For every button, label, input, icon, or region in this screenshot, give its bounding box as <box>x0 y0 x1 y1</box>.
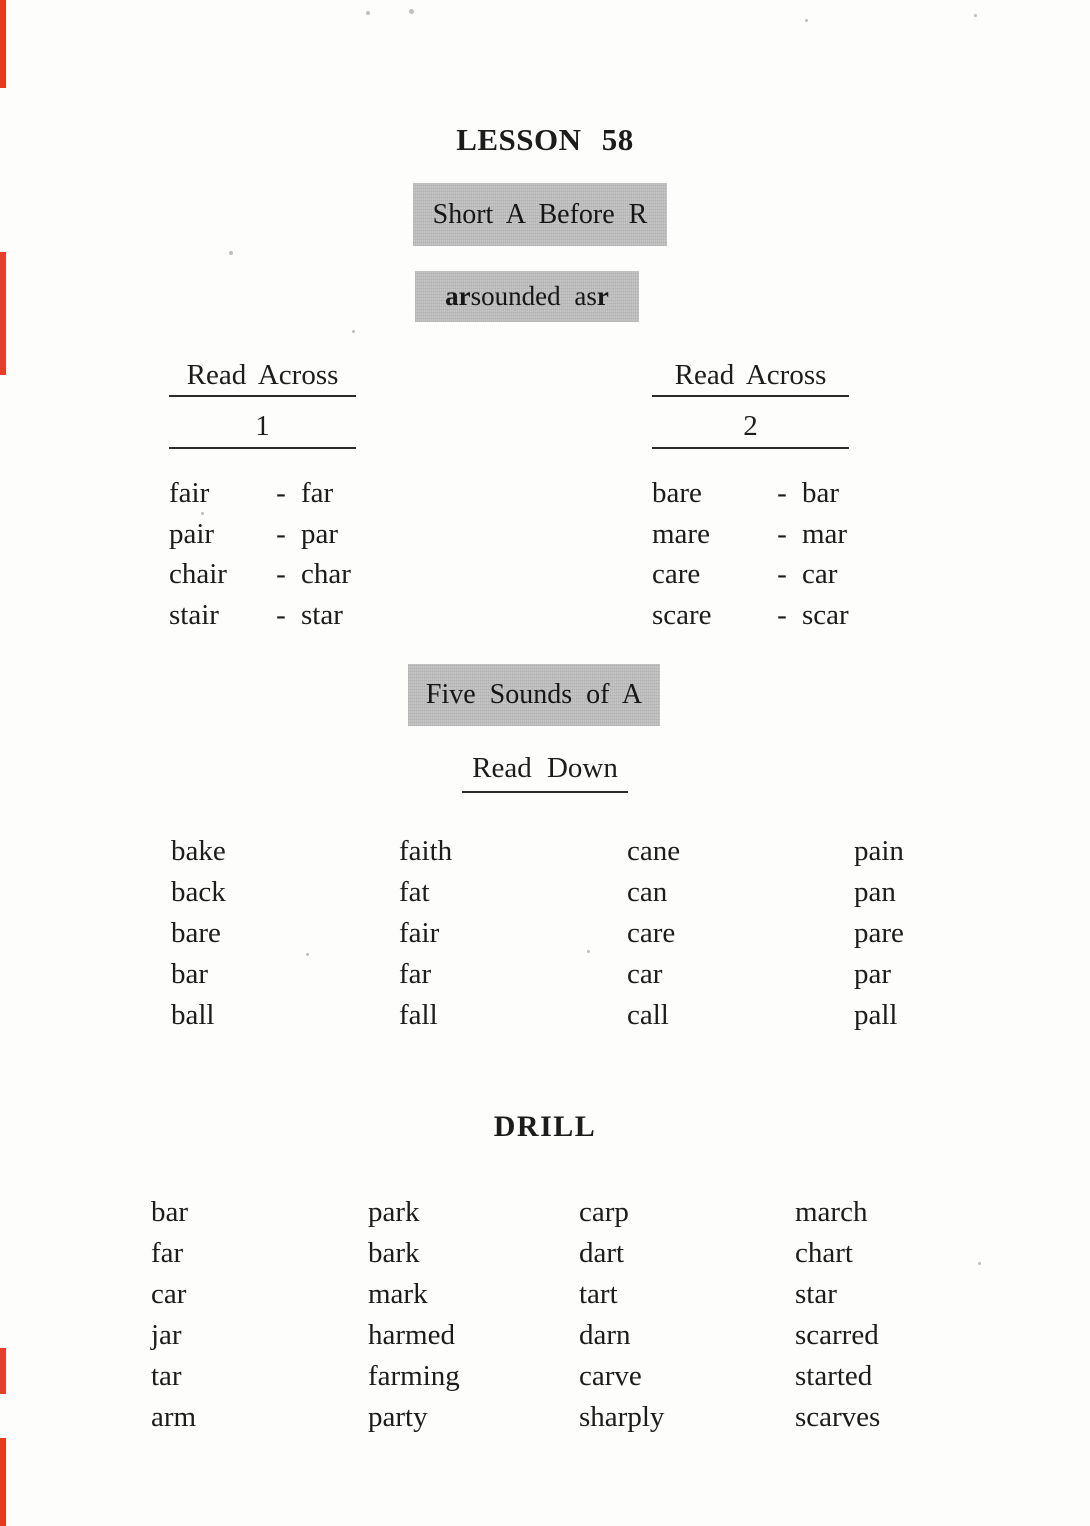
word-right: car <box>802 558 838 590</box>
read-across-pairs-1 <box>169 473 356 635</box>
read-down-label: Read Down <box>462 752 628 793</box>
read-down-grid <box>171 831 945 1036</box>
scan-speck <box>974 14 977 17</box>
drill-word: star <box>795 1278 837 1310</box>
word-left: scare <box>652 598 712 631</box>
read-down-word: pan <box>854 876 896 908</box>
drill-word: chart <box>795 1237 853 1269</box>
scan-red-bar <box>0 1348 6 1394</box>
heading-ar-sounded-as-r <box>415 271 639 322</box>
drill-word: started <box>795 1360 873 1392</box>
lesson-title: LESSON 58 <box>456 122 634 157</box>
read-down-word: can <box>627 876 668 908</box>
heading-five-sounds-of-a <box>408 664 660 726</box>
dash: - <box>276 558 286 590</box>
five-sounds-label: Five Sounds of A <box>425 679 643 710</box>
drill-word: jar <box>151 1319 182 1351</box>
read-across-title-1: Read Across <box>169 357 356 397</box>
word-left: stair <box>169 598 219 631</box>
dash: - <box>777 598 787 631</box>
drill-word: tar <box>151 1360 182 1392</box>
scan-speck <box>352 330 355 333</box>
drill-word: bark <box>368 1237 420 1269</box>
drill-word: bar <box>151 1196 189 1228</box>
dash: - <box>777 517 787 550</box>
dash: - <box>777 558 787 590</box>
word-pair-row <box>652 595 849 636</box>
word-pair-row <box>169 554 356 595</box>
read-down-word: bake <box>171 835 226 867</box>
word-right: mar <box>802 517 848 550</box>
drill-word: carp <box>579 1196 629 1228</box>
read-down-header <box>0 752 1090 793</box>
drill-word: scarred <box>795 1319 879 1351</box>
drill-word: park <box>368 1196 420 1228</box>
drill-word: mark <box>368 1278 428 1310</box>
drill-grid <box>151 1192 941 1438</box>
read-down-word: bar <box>171 958 209 990</box>
word-left: mare <box>652 517 710 550</box>
scan-speck <box>409 9 414 14</box>
dash: - <box>276 598 286 631</box>
word-right: star <box>301 598 343 631</box>
word-left: fair <box>169 477 210 509</box>
scan-red-bar <box>0 1438 6 1526</box>
read-down-word: pain <box>854 835 904 867</box>
word-pair-row <box>169 595 356 636</box>
word-left: bare <box>652 477 702 509</box>
read-down-word: back <box>171 876 226 908</box>
drill-word: darn <box>579 1319 631 1351</box>
word-pair-row <box>169 514 356 555</box>
read-down-word: pall <box>854 999 898 1031</box>
read-down-word: fall <box>399 999 438 1031</box>
drill-word: arm <box>151 1401 197 1433</box>
read-across-group-1 <box>169 357 356 635</box>
read-down-word: call <box>627 999 669 1031</box>
drill-word: car <box>151 1278 187 1310</box>
read-down-word: bare <box>171 917 221 949</box>
heading-short-a-before-r <box>413 183 667 246</box>
word-right: bar <box>802 477 840 509</box>
dash: - <box>276 517 286 550</box>
read-across-number-2: 2 <box>652 407 849 449</box>
word-right: par <box>301 517 339 550</box>
drill-word: farming <box>368 1360 460 1392</box>
read-down-word: par <box>854 958 892 990</box>
word-pair-row <box>652 554 849 595</box>
scan-speck <box>229 251 233 255</box>
word-left: chair <box>169 558 227 590</box>
read-across-number-1: 1 <box>169 407 356 449</box>
scan-red-bar <box>0 0 6 88</box>
read-down-word: pare <box>854 917 904 949</box>
drill-word: sharply <box>579 1401 665 1433</box>
r-bold: r <box>596 281 609 311</box>
drill-word: harmed <box>368 1319 455 1351</box>
drill-heading: DRILL <box>493 1110 597 1143</box>
scan-red-bar <box>0 252 6 375</box>
drill-word: march <box>795 1196 868 1228</box>
ar-middle: sounded as <box>470 281 597 311</box>
word-pair-row <box>652 514 849 555</box>
read-across-group-2 <box>652 357 849 635</box>
read-across-title-2: Read Across <box>652 357 849 397</box>
word-right: far <box>301 477 334 509</box>
read-down-word: faith <box>399 835 453 867</box>
read-down-word: care <box>627 917 676 949</box>
heading-short-a-label: Short A Before R <box>432 198 648 230</box>
read-down-word: fair <box>399 917 440 949</box>
drill-word: scarves <box>795 1401 881 1433</box>
word-left: pair <box>169 517 215 550</box>
word-left: care <box>652 558 701 590</box>
ar-bold: ar <box>445 281 471 311</box>
drill-word: tart <box>579 1278 618 1310</box>
read-down-word: ball <box>171 999 215 1031</box>
drill-word: carve <box>579 1360 642 1392</box>
dash: - <box>777 477 787 509</box>
scan-speck <box>366 11 370 15</box>
word-right: scar <box>802 598 849 631</box>
read-down-word: fat <box>399 876 430 908</box>
dash: - <box>276 477 286 509</box>
word-pair-row <box>169 473 356 514</box>
word-pair-row <box>652 473 849 514</box>
read-down-word: far <box>399 958 432 990</box>
drill-word: party <box>368 1401 428 1433</box>
drill-word: dart <box>579 1237 625 1269</box>
scan-speck <box>805 19 808 22</box>
read-down-word: car <box>627 958 663 990</box>
read-down-word: cane <box>627 835 681 867</box>
read-across-pairs-2 <box>652 473 849 635</box>
word-right: char <box>301 558 351 590</box>
scan-speck <box>978 1262 981 1265</box>
drill-word: far <box>151 1237 184 1269</box>
